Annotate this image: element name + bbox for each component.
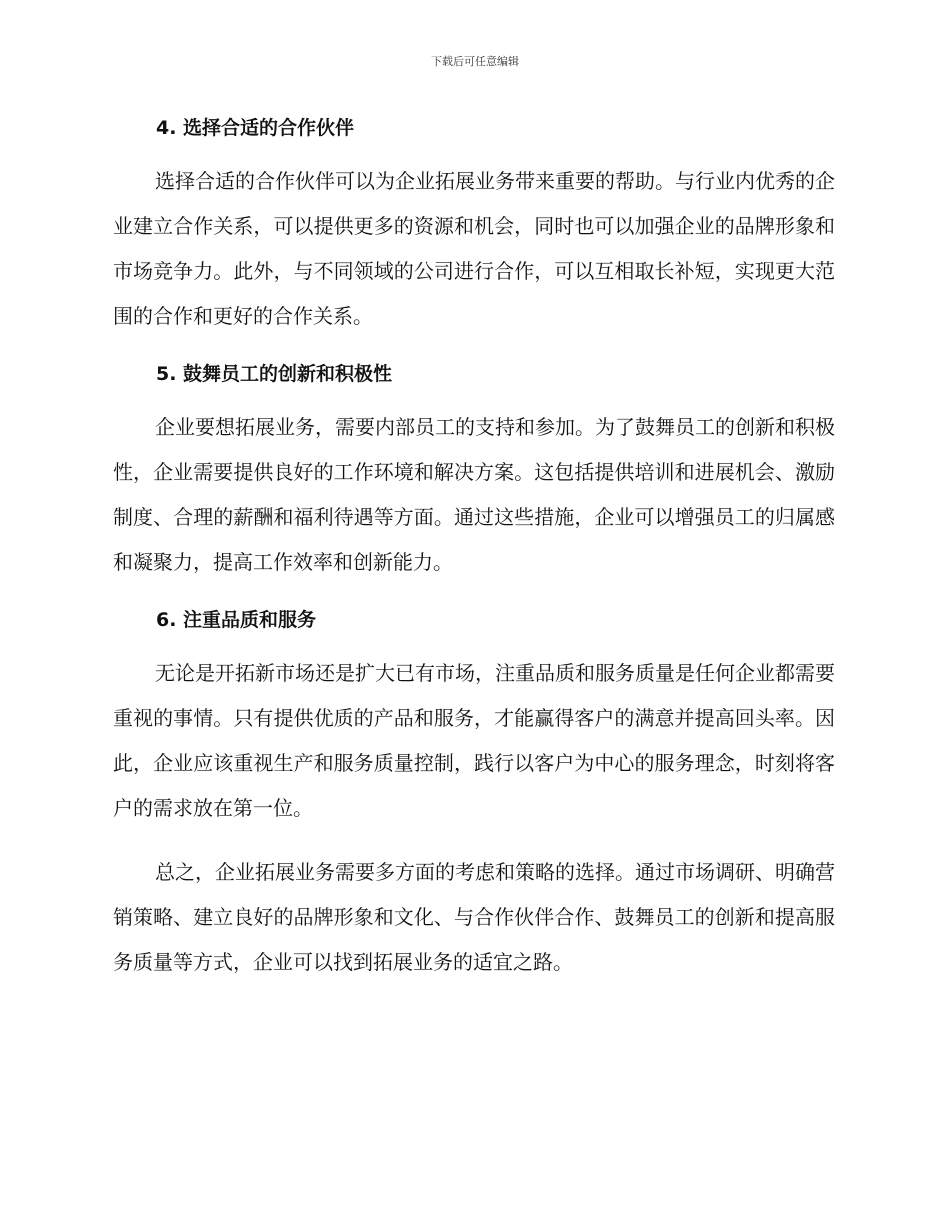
- section-heading-5: 5. 鼓舞员工的创新和积极性: [156, 363, 393, 385]
- section-heading-4: 4. 选择合适的合作伙伴: [156, 117, 355, 139]
- section-body-6: 无论是开拓新市场还是扩大已有市场，注重品质和服务质量是任何企业都需要重视的事情。只有提供优质的产品和服务，才能赢得客户的满意并提高回头率。因此，企业应该重视生产和服务质量控制，践行以客户为中心的服务理念，时刻将客户的需求放在第一位。: [113, 661, 835, 820]
- page-header: 下载后可任意编辑: [431, 55, 519, 68]
- section-heading-6: 6. 注重品质和服务: [156, 609, 317, 631]
- conclusion-paragraph: 总之，企业拓展业务需要多方面的考虑和策略的选择。通过市场调研、明确营销策略、建立良好的品牌形象和文化、与合作伙伴合作、鼓舞员工的创新和提高服务质量等方式，企业可以找到拓展业务的适宜之路。: [113, 860, 835, 974]
- section-body-4: 选择合适的合作伙伴可以为企业拓展业务带来重要的帮助。与行业内优秀的企业建立合作关系，可以提供更多的资源和机会，同时也可以加强企业的品牌形象和市场竞争力。此外，与不同领域的公司进行合作，可以互相取长补短，实现更大范围的合作和更好的合作关系。: [113, 169, 835, 328]
- section-body-5: 企业要想拓展业务，需要内部员工的支持和参加。为了鼓舞员工的创新和积极性，企业需要提供良好的工作环境和解决方案。这包括提供培训和进展机会、激励制度、合理的薪酬和福利待遇等方面。通过这些措施，企业可以增强员工的归属感和凝聚力，提高工作效率和创新能力。: [113, 415, 835, 574]
- document-body: [113, 112, 835, 985]
